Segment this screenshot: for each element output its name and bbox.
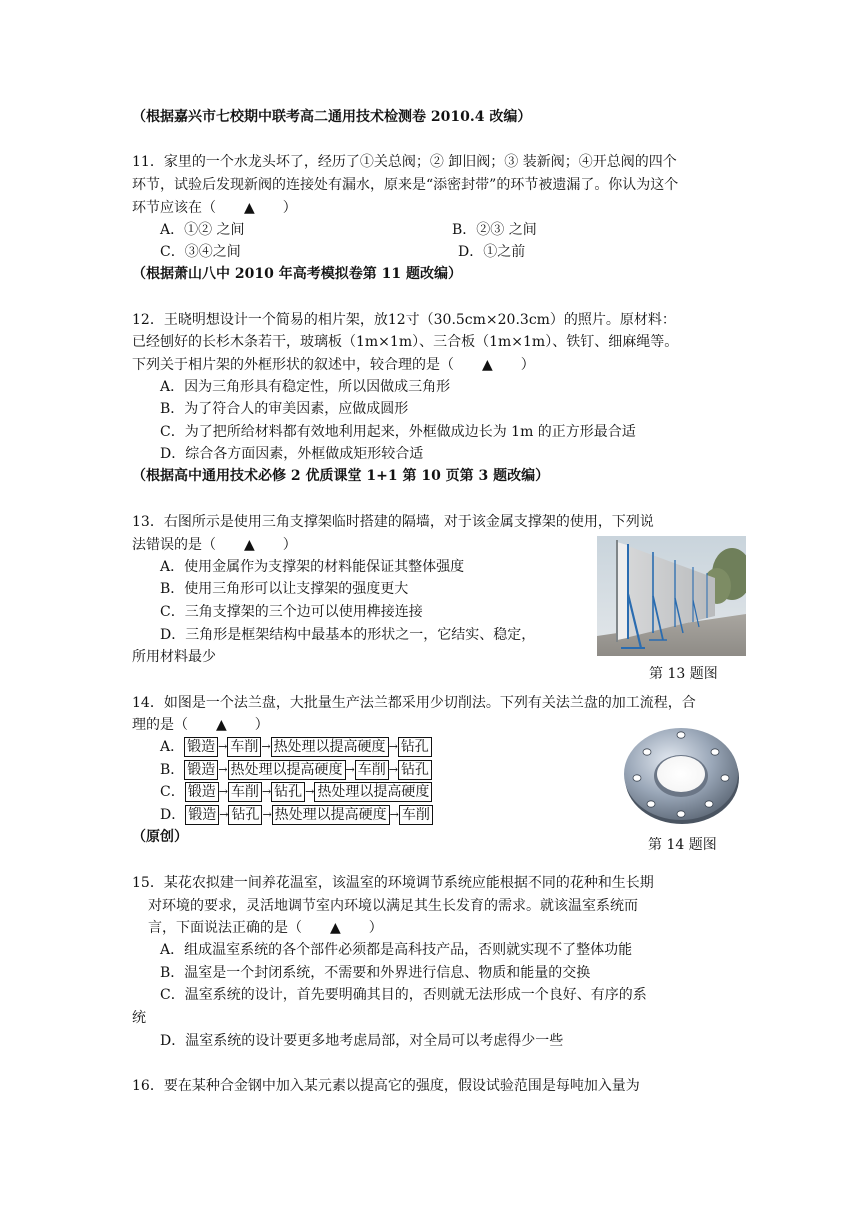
flow-step: 热处理以提高硬度 [314,782,432,802]
question-13-option-a: A．使用金属作为支撑架的材料能保证其整体强度 [160,559,465,575]
arrow-right-icon: → [218,785,228,798]
question-11-option-a: A．①② 之间 [160,222,245,238]
question-14-option-b [160,760,432,780]
flow-step: 锻造 [185,805,219,825]
source-note-q12: （根据高中通用技术必修 2 优质课堂 1+1 第 10 页第 3 题改编） [132,468,550,484]
flange-photo [621,722,741,826]
arrow-right-icon: → [388,763,398,776]
option-letter: A． [160,739,185,755]
question-16-line1: 16．要在某种合金钢中加入某元素以提高它的强度，假设试验范围是每吨加入量为 [132,1078,640,1094]
figure-14-caption: 第 14 题图 [648,837,717,853]
wall-support-photo [597,536,746,656]
question-12-option-b: B．为了符合人的审美因素，应做成圆形 [160,401,409,417]
flow-step: 车削 [355,760,389,780]
flow-step: 钻孔 [398,760,432,780]
question-11-option-d: D．①之前 [458,244,526,260]
question-14-line2: 理的是（ ▲ ） [132,717,269,733]
question-13-option-c: C．三角支撑架的三个边可以使用榫接连接 [160,604,423,620]
arrow-right-icon: → [345,763,355,776]
question-14-line1: 14．如图是一个法兰盘，大批量生产法兰都采用少切削法。下列有关法兰盘的加工流程，合 [132,695,696,711]
question-12-line3: 下列关于相片架的外框形状的叙述中，较合理的是（ ▲ ） [132,357,535,373]
option-letter: B． [160,762,185,778]
question-15-line1: 15．某花农拟建一间养花温室，该温室的环境调节系统应能根据不同的花种和生长期 [132,875,654,891]
flow-step: 锻造 [184,737,218,757]
option-letter: C． [160,784,185,800]
source-note-q10: （根据嘉兴市七校期中联考高二通用技术检测卷 2010.4 改编） [132,109,532,125]
question-15-option-b: B．温室是一个封闭系统，不需要和外界进行信息、物质和能量的交换 [160,965,591,981]
question-13-option-b: B．使用三角形可以让支撑架的强度更大 [160,581,409,597]
flow-step: 钻孔 [398,737,432,757]
arrow-right-icon: → [218,740,228,753]
flow-step: 锻造 [184,760,218,780]
question-14-option-a [160,737,432,757]
arrow-right-icon: → [262,808,272,821]
flow-step: 车削 [227,737,261,757]
question-15-option-c: C．温室系统的设计，首先要明确其目的，否则就无法形成一个良好、有序的系 [160,987,647,1003]
arrow-right-icon: → [218,763,228,776]
arrow-right-icon: → [389,808,399,821]
flow-step: 热处理以提高硬度 [272,805,390,825]
question-13-option-d-cont: 所用材料最少 [132,649,216,665]
question-13-option-d: D．三角形是框架结构中最基本的形状之一，它结实、稳定， [160,627,536,643]
question-14-option-d [160,805,433,825]
question-13-line2: 法错误的是（ ▲ ） [132,537,297,553]
question-15-option-d: D．温室系统的设计要更多地考虑局部，对全局可以考虑得少一些 [160,1033,564,1049]
flow-step: 热处理以提高硬度 [228,760,346,780]
source-note-q14: （原创） [132,829,188,845]
question-11-line3: 环节应该在（ ▲ ） [132,200,297,216]
option-letter: D． [160,807,186,823]
question-12-line2: 已经刨好的长杉木条若干，玻璃板（1m×1m）、三合板（1m×1m）、铁钉、细麻绳等。 [132,334,679,350]
arrow-right-icon: → [219,808,229,821]
flow-step: 锻造 [185,782,219,802]
question-12-line1: 12．王晓明想设计一个简易的相片架，放12寸（30.5cm×20.3cm）的照片。原材料： [132,312,676,328]
arrow-right-icon: → [261,785,272,798]
flow-step: 钻孔 [271,782,305,802]
question-15-option-c-cont: 统 [132,1010,146,1026]
question-11-line1: 11．家里的一个水龙头坏了，经历了①关总阀；② 卸旧阀；③ 装新阀；④开总阀的四个 [132,154,677,170]
flow-step: 车削 [228,782,262,802]
flow-step: 车削 [399,805,433,825]
arrow-right-icon: → [305,785,315,798]
flow-step: 钻孔 [228,805,262,825]
question-11-option-c: C．③④之间 [160,244,241,260]
figure-13-caption: 第 13 题图 [649,666,718,682]
question-15-option-a: A．组成温室系统的各个部件必须都是高科技产品，否则就实现不了整体功能 [160,942,633,958]
source-note-q11: （根据萧山八中 2010 年高考模拟卷第 11 题改编） [132,266,462,282]
question-12-option-c: C．为了把所给材料都有效地利用起来，外框做成边长为 1m 的正方形最合适 [160,424,636,440]
question-13-line1: 13．右图所示是使用三角支撑架临时搭建的隔墙，对于该金属支撑架的使用，下列说 [132,514,654,530]
question-14-option-c [160,782,432,802]
question-12-option-d: D．综合各方面因素，外框做成矩形较合适 [160,446,424,462]
question-15-line2: 对环境的要求，灵活地调节室内环境以满足其生长发育的需求。就该温室系统而 [148,898,638,914]
arrow-right-icon: → [388,740,398,753]
question-12-option-a: A．因为三角形具有稳定性，所以因做成三角形 [160,379,451,395]
arrow-right-icon: → [261,740,271,753]
flow-step: 热处理以提高硬度 [271,737,389,757]
question-11-option-b: B．②③ 之间 [452,222,537,238]
question-15-line3: 言，下面说法正确的是（ ▲ ） [148,920,383,936]
question-11-line2: 环节，试验后发现新阀的连接处有漏水，原来是“添密封带”的环节被遗漏了。你认为这个 [132,177,679,193]
